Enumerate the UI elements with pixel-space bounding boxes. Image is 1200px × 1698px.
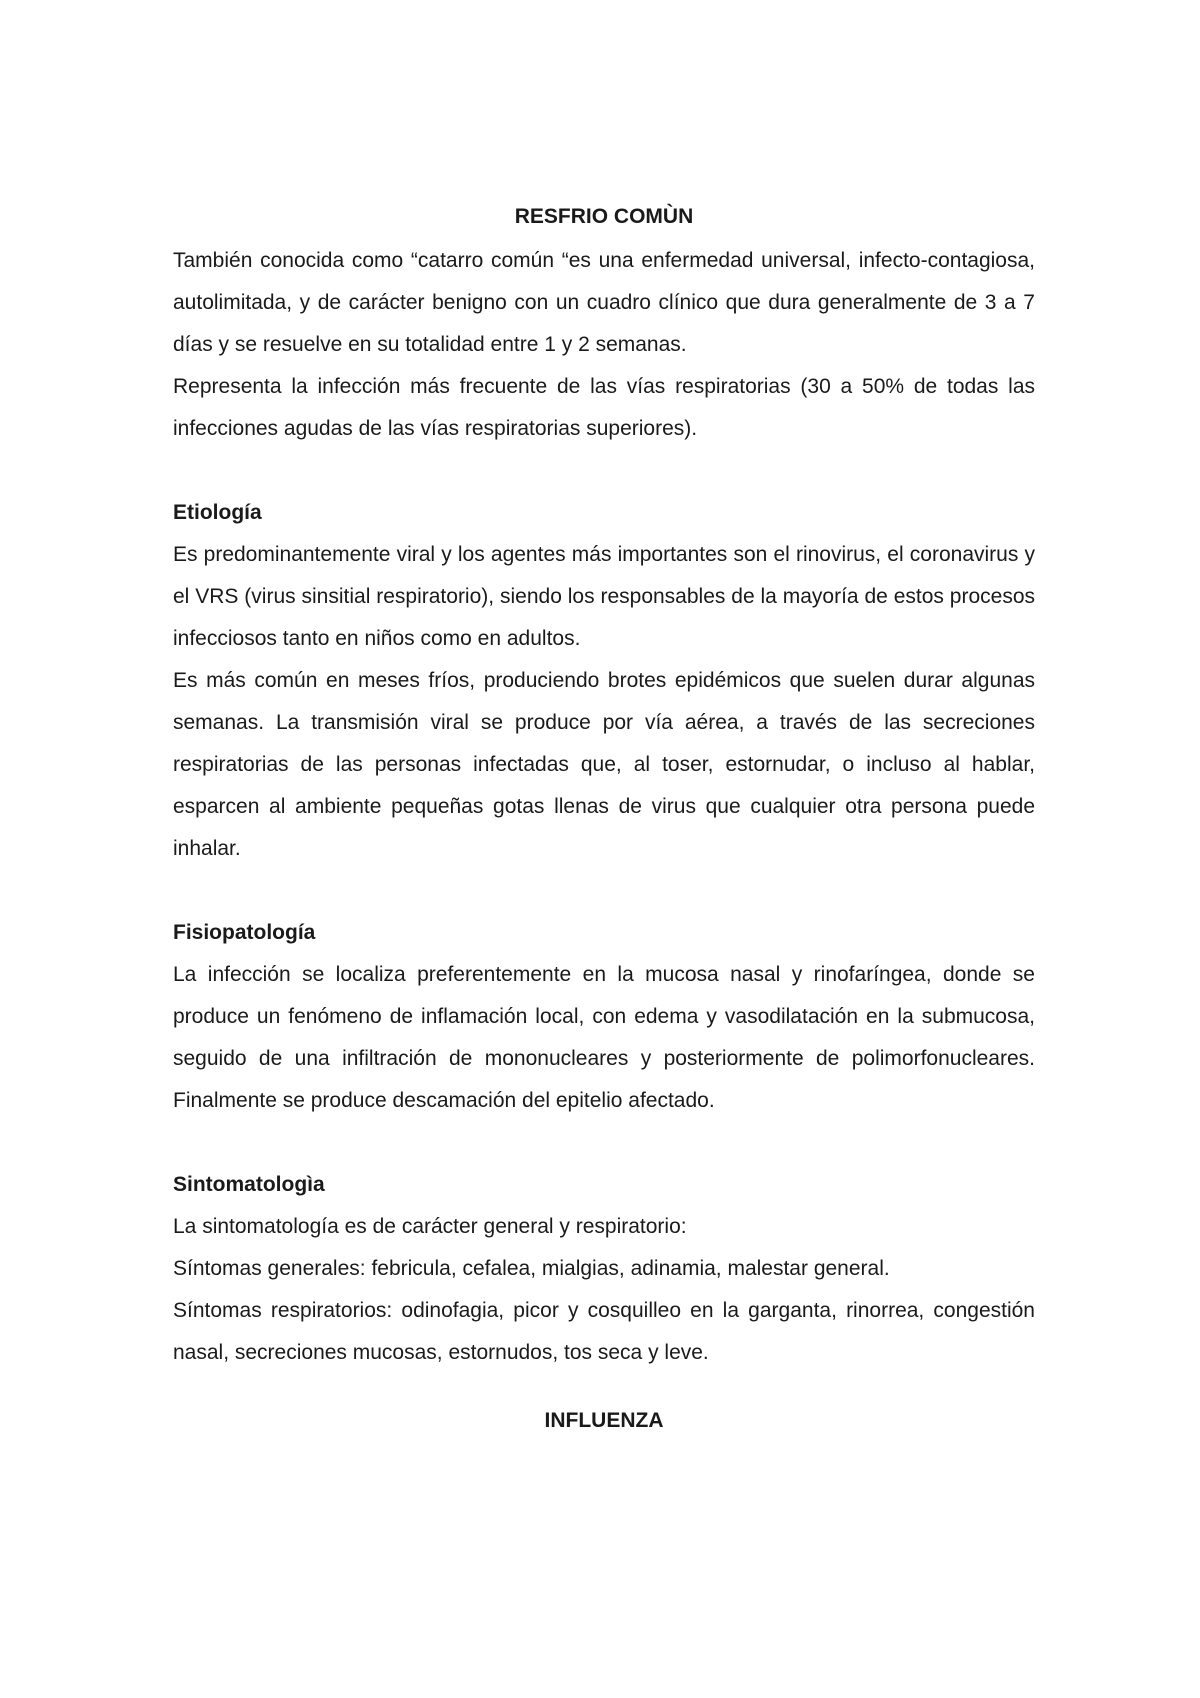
sintomatologia-paragraph-3: Síntomas respiratorios: odinofagia, picor y cosquilleo en la garganta, rinorrea, congestión nasal, secreciones mucosas, estornudos, tos seca y leve. — [173, 1299, 1035, 1364]
next-section-title: INFLUENZA — [544, 1409, 664, 1432]
document-page — [173, 196, 1035, 1444]
document-title: RESFRIO COMÙN — [514, 205, 694, 228]
intro-paragraph-1: También conocida como “catarro común “es una enfermedad universal, infecto-contagiosa, autolimitada, y de carácter benigno con un cuadro clínico que dura generalmente de 3 a 7 días y se resuelve en su totalidad entre 1 y 2 semanas. — [173, 249, 1035, 356]
section-heading-sintomatologia: Sintomatologìa — [173, 1173, 325, 1196]
section-heading-etiologia: Etiología — [173, 501, 262, 524]
fisiopatologia-paragraph-1: La infección se localiza preferentemente en la mucosa nasal y rinofaríngea, donde se produce un fenómeno de inflamación local, con edema y vasodilatación en la submucosa, seguido de una infiltración de mononucleares y posteriormente de polimorfonucleares. Finalmente se produce descamación del epitelio afectado. — [173, 963, 1035, 1112]
sintomatologia-paragraph-2: Síntomas generales: febricula, cefalea, mialgias, adinamia, malestar general. — [173, 1257, 890, 1280]
section-heading-fisiopatologia: Fisiopatología — [173, 921, 316, 944]
section-spacer — [173, 1122, 1035, 1164]
section-spacer — [173, 450, 1035, 492]
section-spacer — [173, 870, 1035, 912]
sintomatologia-paragraph-1: La sintomatología es de carácter general y respiratorio: — [173, 1215, 687, 1238]
etiologia-paragraph-2: Es más común en meses fríos, produciendo brotes epidémicos que suelen durar algunas semanas. La transmisión viral se produce por vía aérea, a través de las secreciones respiratorias de las personas infectadas que, al toser, estornudar, o incluso al hablar, esparcen al ambiente pequeñas gotas llenas de virus que cualquier otra persona puede inhalar. — [173, 669, 1035, 860]
etiologia-paragraph-1: Es predominantemente viral y los agentes más importantes son el rinovirus, el coronavirus y el VRS (virus sinsitial respiratorio), siendo los responsables de la mayoría de estos procesos infecciosos tanto en niños como en adultos. — [173, 543, 1035, 650]
intro-paragraph-2: Representa la infección más frecuente de las vías respiratorias (30 a 50% de todas las infecciones agudas de las vías respiratorias superiores). — [173, 375, 1035, 440]
